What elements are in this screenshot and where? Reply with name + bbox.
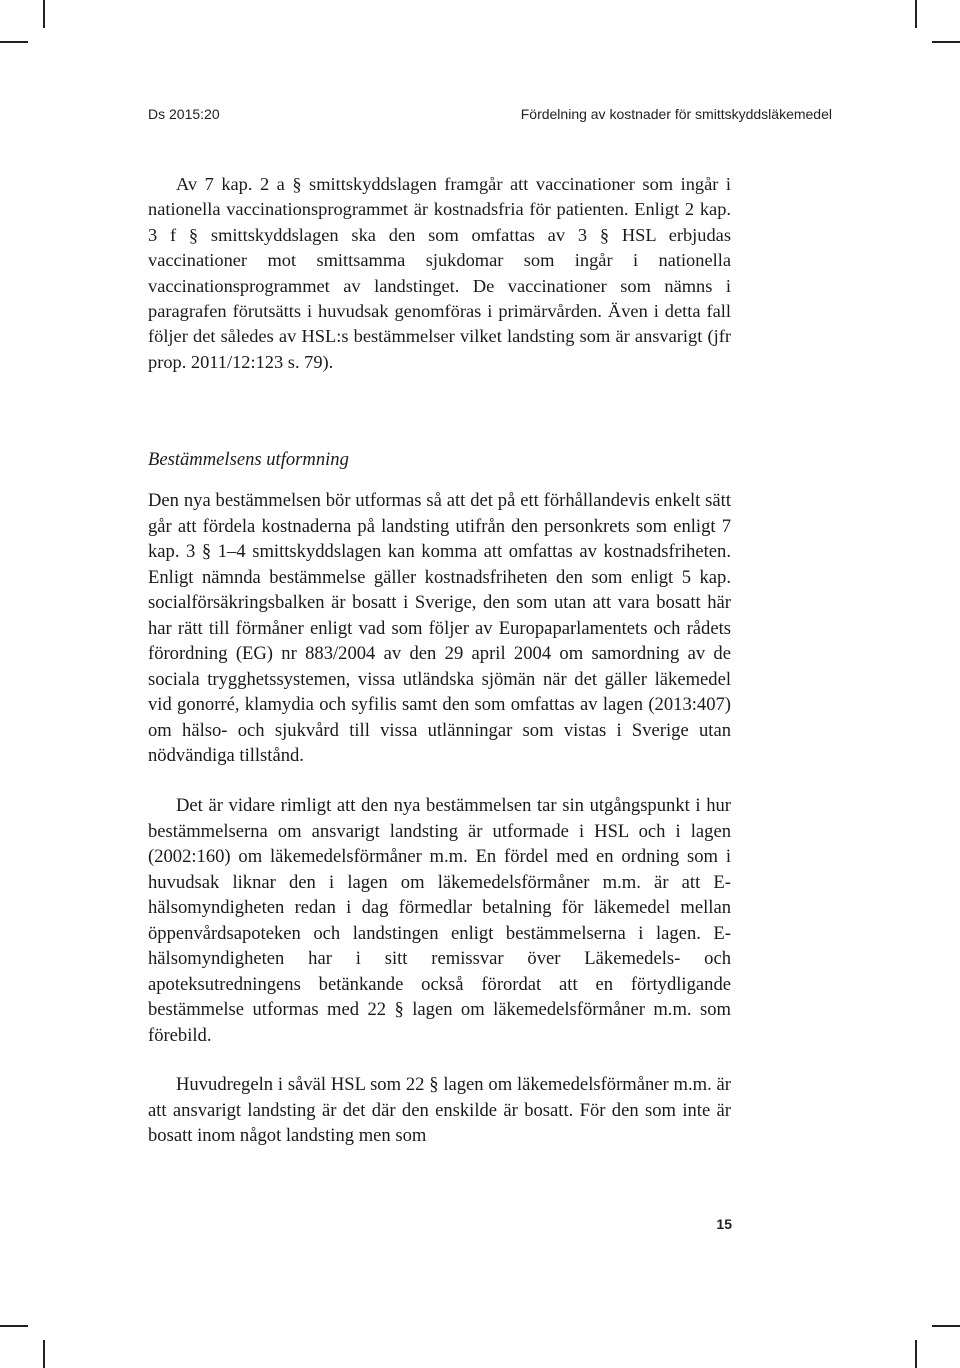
paragraph-personkrets: Den nya bestämmelsen bör utformas så att det på ett förhållandevis enkelt sätt går att fördela kostnaderna på landsting utifrån den personkrets som enligt 7 kap. 3 § 1–4 smittskyddslagen kan komma att omfattas av kostnadsfriheten. Enligt nämnda bestämmelse gäller kostnadsfriheten den som enligt 5 kap. socialförsäkringsbalken är bosatt i Sverige, den som utan att vara bosatt här har rätt till förmåner enligt vad som följer av Europaparlamentets och rådets förordning (EG) nr 883/2004 av den 29 april 2004 om samordning av de sociala trygghetssystemen, vissa utländska sjömän när det gäller läkemedel vid gonorré, klamydia och syfilis samt den som omfattas av lagen (2013:407) om hälso- och sjukvård till vissa utlänningar som vistas i Sverige utan nödvändiga tillstånd.	[148, 490, 731, 766]
page-number: 15	[716, 1216, 732, 1232]
section-heading: Bestämmelsens utformning	[148, 449, 349, 470]
paragraph-vaccinationer: Av 7 kap. 2 a § smittskyddslagen framgår att vaccinationer som ingår i nationella vaccinationsprogrammet är kostnadsfria för patienten. Enligt 2 kap. 3 f § smittskyddslagen ska den som omfattas av 3 § HSL erbjudas vaccinationer mot smittsamma sjukdomar som ingår i nationella vaccinationsprogrammet av landstinget. De vaccinationer som nämns i paragrafen förutsätts i huvudsak genomföras i primärvården. Även i detta fall följer det således av HSL:s bestämmelser vilket landsting som är ansvarigt (jfr prop. 2011/12:123 s. 79).	[148, 174, 731, 372]
crop-mark-bottom-left-horizontal	[0, 1325, 28, 1327]
crop-mark-top-right-horizontal	[932, 41, 960, 43]
running-head-chapter-title: Fördelning av kostnader för smittskyddsläkemedel	[520, 106, 832, 122]
crop-mark-bottom-right-vertical	[915, 1340, 917, 1368]
crop-mark-top-left-horizontal	[0, 41, 28, 43]
crop-mark-top-left-vertical	[43, 0, 45, 28]
crop-mark-bottom-left-vertical	[43, 1340, 45, 1368]
paragraph-utgangspunkt: Det är vidare rimligt att den nya bestämmelsen tar sin utgångspunkt i hur bestämmelserna om ansvarigt landsting är utformade i HSL och i lagen (2002:160) om läkemedelsförmåner m.m. En fördel med en ordning som i huvudsak liknar den i lagen om läkemedelsförmåner m.m. är att E-hälsomyndigheten redan i dag förmedlar betalning för läkemedel mellan öppenvårdsapoteken och landstingen enligt bestämmelserna i lagen. E-hälsomyndigheten har i sitt remissvar över Läkemedels- och apoteksutredningens betänkande också förordat att en förtydligande bestämmelse utformas med 22 § lagen om läkemedelsförmåner m.m. som förebild.	[148, 795, 731, 1046]
crop-mark-bottom-right-horizontal	[932, 1325, 960, 1327]
paragraph-huvudregeln: Huvudregeln i såväl HSL som 22 § lagen om läkemedelsförmåner m.m. är att ansvarigt landsting är det där den enskilde är bosatt. För den som inte är bosatt inom något landsting men som	[148, 1074, 731, 1146]
crop-mark-top-right-vertical	[915, 0, 917, 28]
running-head-document-id: Ds 2015:20	[148, 106, 220, 122]
